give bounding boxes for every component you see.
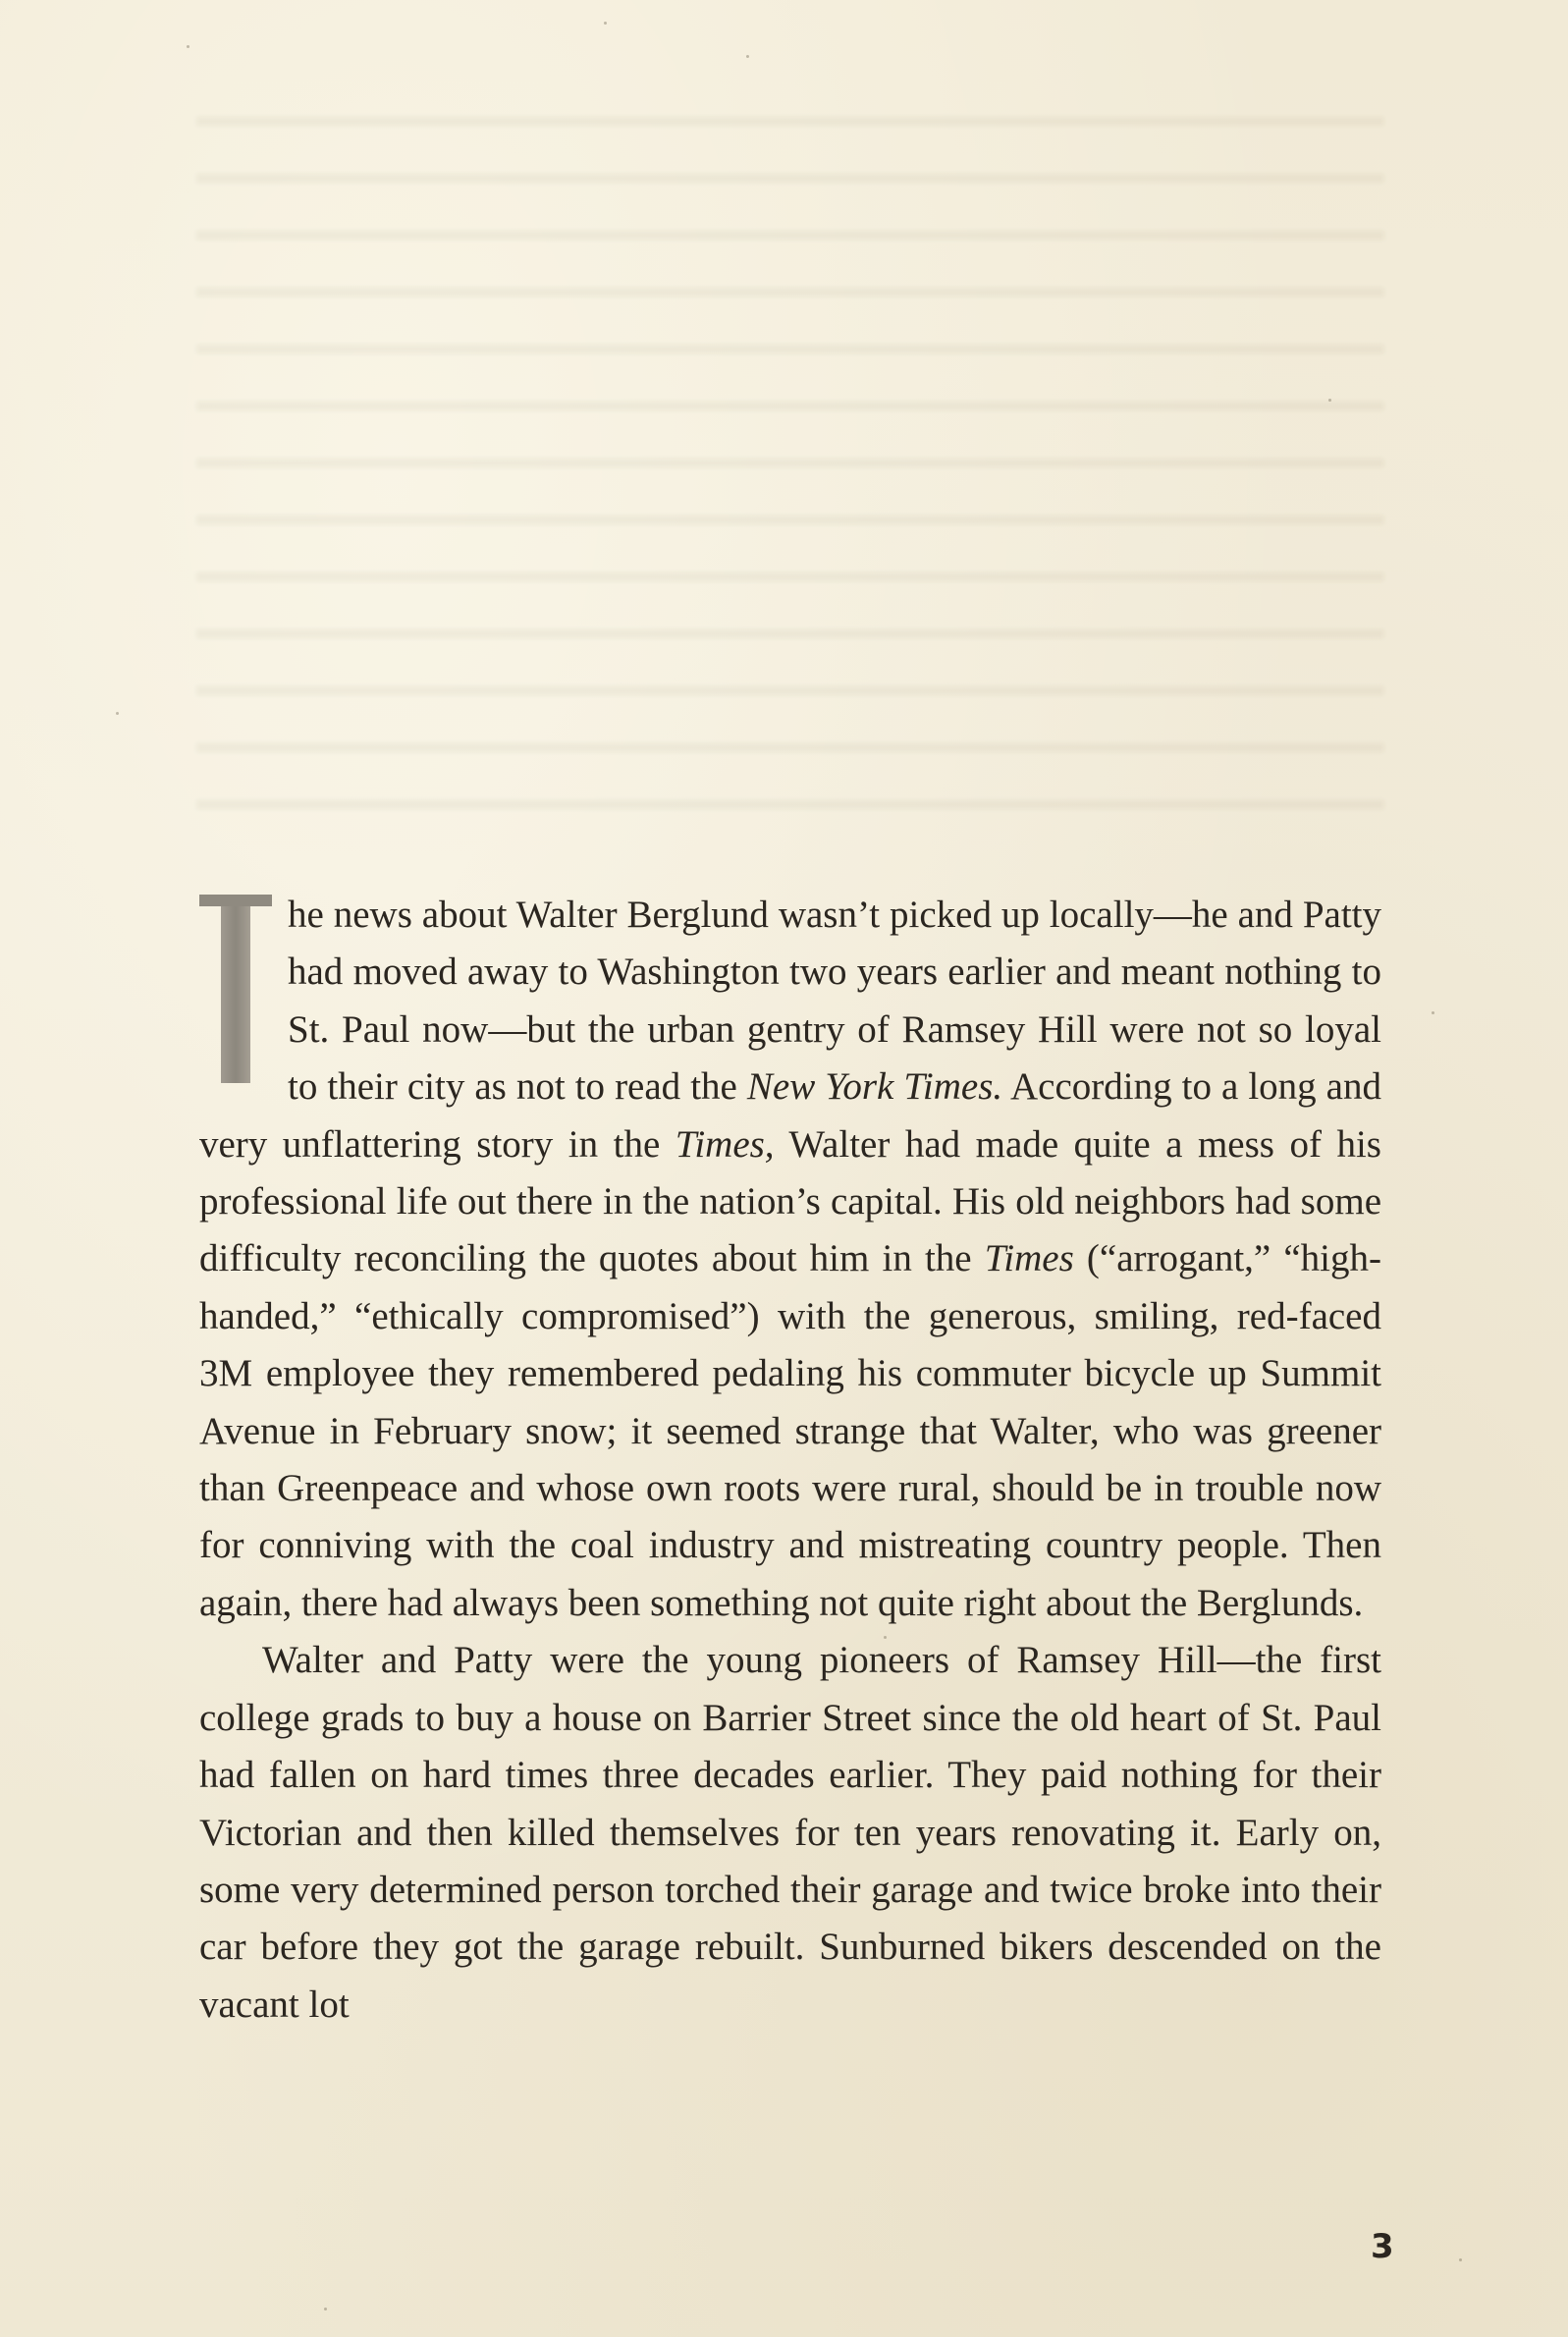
text-run: Walter had made quite a mess of his professional life out there in the nation’s capital. His old neighbors had some difficulty reconciling the quotes about him in the — [199, 1122, 1381, 1280]
italic-text-run: New York Times. — [746, 1065, 1003, 1109]
paper-speck — [1459, 2258, 1462, 2261]
paper-speck — [116, 712, 119, 715]
paper-speck — [604, 22, 607, 25]
paragraph-2 — [199, 1632, 1381, 2034]
show-through-text — [196, 79, 1384, 854]
drop-cap-stem — [221, 906, 250, 1083]
text-run: Walter and Patty were the young pioneers of Ramsey Hill—the first college grads to buy a house on Barrier Street since the old heart of St. Paul had fallen on hard times three decades earlier. They paid nothing for their Victorian and then killed themselves for ten years renovating it. Early on, some very determined person torched their garage and twice broke into their car before they got the garage rebuilt. Sunburned bikers descended on the vacant lot — [199, 1639, 1381, 2026]
paper-speck — [187, 45, 189, 48]
italic-text-run: Times — [984, 1237, 1074, 1280]
drop-cap-bar — [199, 895, 272, 906]
text-run: (“arrogant,” “high-handed,” “ethically compromised”) with the generous, smiling, red-faced 3M employee they remembered pedaling his commuter bicycle up Summit Avenue in February snow; it seemed strange that Walter, who was greener than Greenpeace and whose own roots were rural, should be in trouble now for conniving with the coal industry and mistreating country people. Then again, there had always been something not quite right about the Berglunds. — [199, 1237, 1381, 1624]
text-run: According to a long and very unflattering story in the — [199, 1065, 1381, 1166]
paragraph-1 — [199, 887, 1381, 1632]
paper-speck — [1328, 399, 1331, 402]
drop-cap — [199, 895, 272, 1091]
text-run: he news about Walter Berglund wasn’t picked up locally—he and Patty had moved away to Washington two years earlier and meant nothing to St. Paul now—but the urban gentry of Ramsey Hill were not so loyal to their city as not to read the — [288, 894, 1381, 1109]
body-text — [199, 887, 1381, 2034]
page-number: 3 — [1371, 2227, 1394, 2266]
paper-speck — [1432, 1011, 1434, 1014]
italic-text-run: Times, — [675, 1122, 775, 1166]
paper-speck — [746, 55, 749, 58]
paper-speck — [324, 2308, 327, 2310]
